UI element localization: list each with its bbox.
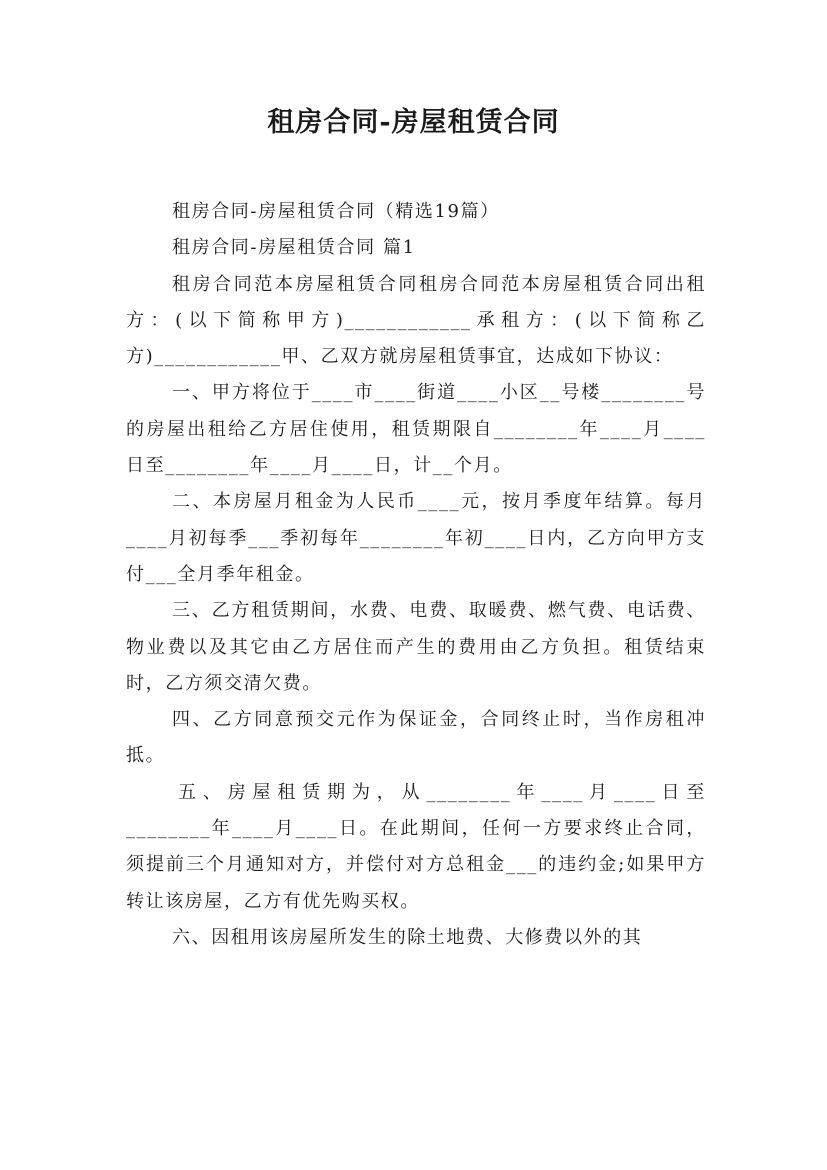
document-title: 租房合同-房屋租赁合同 xyxy=(267,107,560,138)
paragraph-subtitle: 租房合同-房屋租赁合同（精选19篇） xyxy=(172,201,500,222)
paragraph-clause-5: 五、房屋租赁期为，从________年____月____日至________年____月____日。在此期间，任何一方要求终止合同，须提前三个月通知对方，并偿付对方总租金___的违约金;如果甲方转让该房屋，乙方有优先购买权。 xyxy=(126,781,706,912)
paragraph-section-heading: 租房合同-房屋租赁合同 篇1 xyxy=(172,237,416,259)
paragraph-intro: 租房合同范本房屋租赁合同租房合同范本房屋租赁合同出租方：(以下简称甲方)____________承租方：(以下简称乙方)____________甲、乙双方就房屋租赁事宜，达成如下协议： xyxy=(126,273,706,368)
paragraph-clause-1: 一、甲方将位于____市____街道____小区__号楼________号的房屋出租给乙方居住使用，租赁期限自________年____月____日至________年____月____日，计__个月。 xyxy=(126,382,706,477)
paragraph-clause-6: 六、因租用该房屋所发生的除土地费、大修费以外的其 xyxy=(172,926,643,948)
paragraph-clause-4: 四、乙方同意预交元作为保证金，合同终止时，当作房租冲抵。 xyxy=(126,709,706,767)
paragraph-clause-2: 二、本房屋月租金为人民币____元，按月季度年结算。每月____月初每季___季初每年________年初____日内，乙方向甲方支付___全月季年租金。 xyxy=(126,491,706,585)
document-body xyxy=(126,194,706,956)
paragraph-clause-3: 三、乙方租赁期间，水费、电费、取暖费、燃气费、电话费、物业费以及其它由乙方居住而产生的费用由乙方负担。租赁结束时，乙方须交清欠费。 xyxy=(126,600,706,694)
